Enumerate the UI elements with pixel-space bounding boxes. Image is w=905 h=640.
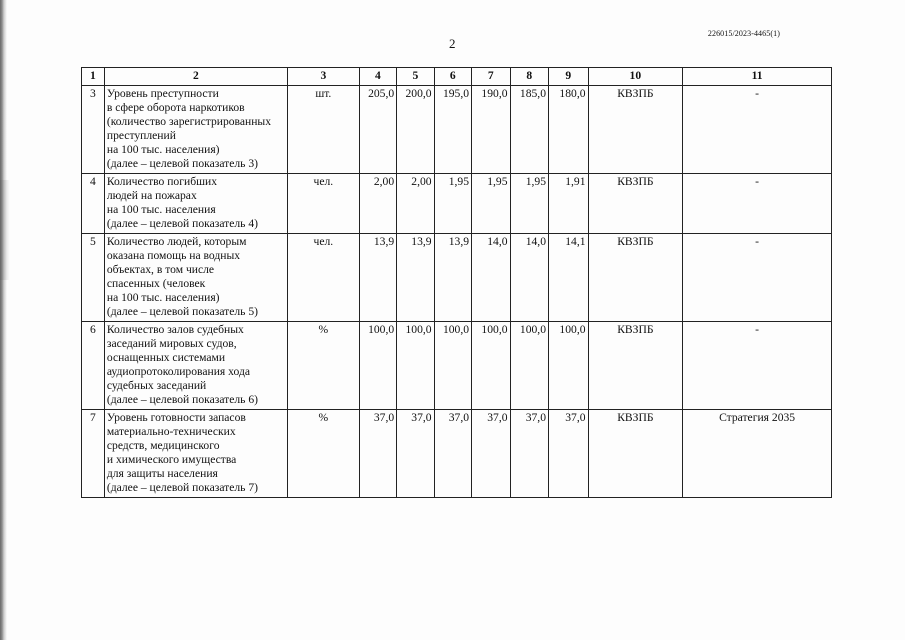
responsible-cell: КВЗПБ (588, 86, 683, 174)
value-cell: 100,0 (510, 322, 548, 410)
responsible-cell: КВЗПБ (588, 234, 683, 322)
value-cell: 1,95 (510, 174, 548, 234)
header-cell: 2 (104, 68, 287, 86)
unit-cell: % (287, 322, 359, 410)
row-number-cell: 4 (82, 174, 105, 234)
table-row (82, 234, 832, 322)
header-cell: 11 (683, 68, 832, 86)
source-cell: - (683, 86, 832, 174)
value-cell: 13,9 (359, 234, 396, 322)
value-cell: 37,0 (359, 410, 396, 498)
document-id: 226015/2023-4465(1) (707, 29, 780, 38)
value-cell: 2,00 (359, 174, 396, 234)
scan-edge-shadow (0, 180, 10, 280)
page-number: 2 (449, 36, 456, 51)
unit-cell: % (287, 410, 359, 498)
header-cell: 7 (472, 68, 510, 86)
header-cell: 4 (359, 68, 396, 86)
indicator-name-cell: Количество залов судебных заседаний мировых судов, оснащенных системами аудиопротоколирования хода судебных заседаний (далее – целевой показатель 6) (104, 322, 287, 410)
value-cell: 100,0 (549, 322, 589, 410)
value-cell: 2,00 (397, 174, 434, 234)
value-cell: 205,0 (359, 86, 396, 174)
source-cell: - (683, 174, 832, 234)
value-cell: 200,0 (397, 86, 434, 174)
indicator-name-cell: Количество погибших людей на пожарах на 100 тыс. населения (далее – целевой показатель 4) (104, 174, 287, 234)
source-cell: - (683, 234, 832, 322)
source-cell: - (683, 322, 832, 410)
targets-table (81, 67, 832, 498)
table-row (82, 410, 832, 498)
value-cell: 1,91 (549, 174, 589, 234)
row-number-cell: 3 (82, 86, 105, 174)
value-cell: 1,95 (472, 174, 510, 234)
value-cell: 13,9 (434, 234, 471, 322)
value-cell: 180,0 (549, 86, 589, 174)
value-cell: 37,0 (549, 410, 589, 498)
header-cell: 5 (397, 68, 434, 86)
table-row (82, 322, 832, 410)
table-header-row (82, 68, 832, 86)
value-cell: 14,0 (510, 234, 548, 322)
header-cell: 8 (510, 68, 548, 86)
value-cell: 1,95 (434, 174, 471, 234)
responsible-cell: КВЗПБ (588, 410, 683, 498)
row-number-cell: 5 (82, 234, 105, 322)
header-cell: 10 (588, 68, 683, 86)
value-cell: 195,0 (434, 86, 471, 174)
header-cell: 3 (287, 68, 359, 86)
value-cell: 13,9 (397, 234, 434, 322)
responsible-cell: КВЗПБ (588, 174, 683, 234)
value-cell: 37,0 (510, 410, 548, 498)
header-cell: 1 (82, 68, 105, 86)
value-cell: 100,0 (434, 322, 471, 410)
scan-edge (0, 0, 7, 640)
source-cell: Стратегия 2035 (683, 410, 832, 498)
responsible-cell: КВЗПБ (588, 322, 683, 410)
value-cell: 14,1 (549, 234, 589, 322)
indicator-name-cell: Уровень готовности запасов материально-технических средств, медицинского и химического имущества для защиты населения (далее – целевой показатель 7) (104, 410, 287, 498)
header-cell: 6 (434, 68, 471, 86)
unit-cell: шт. (287, 86, 359, 174)
unit-cell: чел. (287, 234, 359, 322)
value-cell: 100,0 (359, 322, 396, 410)
value-cell: 37,0 (397, 410, 434, 498)
value-cell: 185,0 (510, 86, 548, 174)
value-cell: 37,0 (434, 410, 471, 498)
table-row (82, 174, 832, 234)
header-cell: 9 (549, 68, 589, 86)
row-number-cell: 7 (82, 410, 105, 498)
value-cell: 100,0 (472, 322, 510, 410)
row-number-cell: 6 (82, 322, 105, 410)
unit-cell: чел. (287, 174, 359, 234)
value-cell: 190,0 (472, 86, 510, 174)
table-row (82, 86, 832, 174)
value-cell: 100,0 (397, 322, 434, 410)
indicator-name-cell: Уровень преступности в сфере оборота наркотиков (количество зарегистрированных преступлений на 100 тыс. населения) (далее – целевой показатель 3) (104, 86, 287, 174)
value-cell: 37,0 (472, 410, 510, 498)
indicator-name-cell: Количество людей, которым оказана помощь на водных объектах, в том числе спасенных (человек на 100 тыс. населения) (далее – целевой показатель 5) (104, 234, 287, 322)
value-cell: 14,0 (472, 234, 510, 322)
